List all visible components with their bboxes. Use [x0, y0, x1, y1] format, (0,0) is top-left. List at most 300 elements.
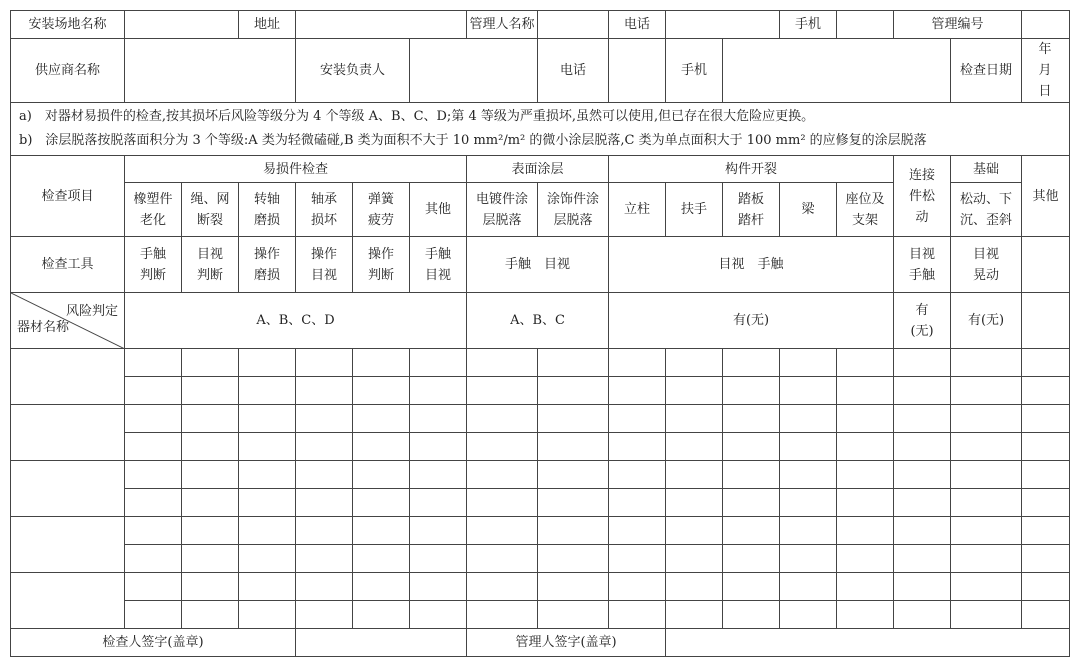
entry-cell[interactable] [951, 489, 1022, 517]
entry-cell[interactable] [538, 517, 609, 545]
inspection-table [10, 10, 1070, 657]
tool-text: 磨损 [253, 267, 280, 283]
risk-foundation: 有(无) [951, 293, 1022, 349]
entry-cell[interactable] [125, 349, 182, 377]
manager-sign-value[interactable] [666, 629, 1070, 657]
entry-cell[interactable] [467, 433, 538, 461]
risk-text: 有 [915, 302, 929, 318]
sub-text: 踏板 [738, 191, 765, 207]
entry-cell[interactable] [723, 489, 780, 517]
entry-cell[interactable] [666, 461, 723, 489]
tool-text: 判断 [196, 267, 223, 283]
entry-cell[interactable] [296, 405, 353, 433]
sub-rope [182, 183, 239, 237]
entry-rows [11, 349, 1070, 629]
entry-cell[interactable] [182, 433, 239, 461]
entry-cell[interactable] [609, 517, 666, 545]
manage-no-label: 管理编号 [894, 11, 1022, 39]
risk-row [11, 293, 1070, 349]
risk-wear: A、B、C、D [125, 293, 467, 349]
equipment-name-cell[interactable] [11, 461, 125, 517]
entry-cell[interactable] [951, 461, 1022, 489]
entry-cell[interactable] [467, 573, 538, 601]
sub-text: 转轴 [253, 191, 280, 207]
entry-cell[interactable] [780, 349, 837, 377]
entry-cell[interactable] [182, 573, 239, 601]
sub-pedal [723, 183, 780, 237]
manager-name-value[interactable] [538, 11, 609, 39]
risk-other [1022, 293, 1070, 349]
sub-painted [538, 183, 609, 237]
note-b: b) 涂层脱落按脱落面积分为 3 个等级:A 类为轻微磕碰,B 类为面积不大于 10 mm²/m² 的微小涂层脱落,C 类为单点面积大于 100 mm² 的应修复的涂层脱落 [19, 133, 927, 148]
tool-text: 操作 [310, 246, 337, 262]
entry-cell[interactable] [951, 377, 1022, 405]
sub-text: 座位及 [845, 191, 885, 207]
tool-text: 手触 [139, 246, 166, 262]
entry-cell[interactable] [467, 405, 538, 433]
tool-cell [182, 237, 239, 293]
entry-cell[interactable] [780, 601, 837, 629]
sub-text: 疲劳 [367, 212, 394, 228]
entry-cell[interactable] [1022, 349, 1070, 377]
entry-cell[interactable] [609, 349, 666, 377]
entry-cell[interactable] [951, 573, 1022, 601]
tool-crack: 目视 手触 [609, 237, 894, 293]
entry-cell[interactable] [538, 489, 609, 517]
entry-cell[interactable] [125, 377, 182, 405]
entry-cell[interactable] [125, 405, 182, 433]
sub-text: 踏杆 [738, 212, 765, 228]
entry-cell[interactable] [296, 377, 353, 405]
entry-cell[interactable] [666, 349, 723, 377]
sub-text: 层脱落 [482, 212, 522, 228]
entry-cell[interactable] [1022, 405, 1070, 433]
entry-cell[interactable] [182, 545, 239, 573]
entry-cell[interactable] [353, 601, 410, 629]
entry-cell[interactable] [182, 461, 239, 489]
tool-text: 晃动 [973, 267, 1000, 283]
entry-row [11, 601, 1070, 629]
entry-cell[interactable] [353, 545, 410, 573]
entry-cell[interactable] [125, 461, 182, 489]
manager-name-label: 管理人名称 [467, 11, 538, 39]
entry-cell[interactable] [353, 405, 410, 433]
entry-cell[interactable] [1022, 377, 1070, 405]
entry-cell[interactable] [666, 517, 723, 545]
sub-rubber [125, 183, 182, 237]
tool-connector [894, 237, 951, 293]
tool-cell [353, 237, 410, 293]
tool-text: 操作 [253, 246, 280, 262]
entry-cell[interactable] [353, 433, 410, 461]
entry-cell[interactable] [296, 489, 353, 517]
entry-cell[interactable] [951, 517, 1022, 545]
sub-text: 绳、网 [190, 191, 230, 207]
entry-cell[interactable] [780, 377, 837, 405]
entry-cell[interactable] [467, 545, 538, 573]
entry-cell[interactable] [837, 405, 894, 433]
sub-text: 损坏 [310, 212, 337, 228]
phone-value-2[interactable] [609, 39, 666, 103]
entry-cell[interactable] [837, 349, 894, 377]
entry-cell[interactable] [538, 405, 609, 433]
entry-cell[interactable] [239, 545, 296, 573]
sub-foundation [951, 183, 1022, 237]
tool-cell [125, 237, 182, 293]
entry-cell[interactable] [837, 517, 894, 545]
sub-handrail [666, 183, 723, 237]
sub-text: 松动、下 [960, 191, 1013, 207]
equipment-name-cell[interactable] [11, 405, 125, 461]
entry-cell[interactable] [125, 517, 182, 545]
entry-cell[interactable] [182, 405, 239, 433]
entry-cell[interactable] [538, 601, 609, 629]
manager-sign-label: 管理人签字(盖章) [467, 629, 666, 657]
tool-text: 目视 [310, 267, 337, 283]
entry-cell[interactable] [894, 377, 951, 405]
entry-cell[interactable] [239, 573, 296, 601]
entry-cell[interactable] [1022, 517, 1070, 545]
sub-text: 涂饰件涂 [547, 191, 600, 207]
entry-cell[interactable] [951, 601, 1022, 629]
entry-cell[interactable] [723, 601, 780, 629]
sub-text: 层脱落 [553, 212, 593, 228]
entry-row [11, 545, 1070, 573]
entry-cell[interactable] [182, 601, 239, 629]
entry-cell[interactable] [1022, 489, 1070, 517]
sub-text: 橡塑件 [133, 191, 173, 207]
entry-cell[interactable] [182, 349, 239, 377]
sub-text: 电镀件涂 [476, 191, 529, 207]
entry-cell[interactable] [239, 489, 296, 517]
entry-cell[interactable] [723, 377, 780, 405]
tool-text: 目视 [909, 246, 936, 262]
surface-coating-header: 表面涂层 [467, 156, 609, 183]
tool-text: 判断 [367, 267, 394, 283]
entry-cell[interactable] [723, 545, 780, 573]
entry-cell[interactable] [723, 405, 780, 433]
entry-cell[interactable] [780, 489, 837, 517]
entry-cell[interactable] [780, 461, 837, 489]
entry-cell[interactable] [723, 517, 780, 545]
install-resp-label: 安装负责人 [296, 39, 410, 103]
entry-cell[interactable] [666, 405, 723, 433]
entry-cell[interactable] [837, 377, 894, 405]
header-row-1 [11, 11, 1070, 39]
entry-cell[interactable] [467, 517, 538, 545]
entry-cell[interactable] [1022, 433, 1070, 461]
install-site-label: 安装场地名称 [11, 11, 125, 39]
risk-text: (无) [910, 323, 934, 339]
entry-cell[interactable] [894, 545, 951, 573]
entry-cell[interactable] [837, 601, 894, 629]
entry-cell[interactable] [467, 349, 538, 377]
entry-cell[interactable] [239, 405, 296, 433]
address-value[interactable] [296, 11, 467, 39]
mobile-value-2[interactable] [723, 39, 951, 103]
entry-cell[interactable] [353, 377, 410, 405]
foundation-header: 基础 [951, 156, 1022, 183]
other-header: 其他 [1022, 156, 1070, 237]
entry-row [11, 349, 1070, 377]
entry-cell[interactable] [353, 461, 410, 489]
sub-text: 弹簧 [367, 191, 394, 207]
entry-cell[interactable] [666, 489, 723, 517]
check-item-label: 检查项目 [11, 156, 125, 237]
entry-cell[interactable] [410, 601, 467, 629]
entry-cell[interactable] [296, 545, 353, 573]
entry-cell[interactable] [239, 517, 296, 545]
entry-cell[interactable] [723, 461, 780, 489]
entry-cell[interactable] [239, 433, 296, 461]
entry-cell[interactable] [538, 349, 609, 377]
entry-cell[interactable] [609, 573, 666, 601]
entry-cell[interactable] [609, 601, 666, 629]
entry-cell[interactable] [780, 433, 837, 461]
entry-cell[interactable] [125, 545, 182, 573]
entry-cell[interactable] [410, 573, 467, 601]
entry-cell[interactable] [239, 461, 296, 489]
sub-text: 其他 [425, 202, 452, 217]
entry-cell[interactable] [182, 517, 239, 545]
group-header-row [11, 156, 1070, 183]
inspection-form [10, 10, 1069, 657]
entry-cell[interactable] [239, 349, 296, 377]
tool-other [1022, 237, 1070, 293]
sub-text: 老化 [139, 212, 166, 228]
entry-cell[interactable] [609, 489, 666, 517]
check-date-value[interactable]: 年 月 日 [1022, 39, 1070, 103]
entry-cell[interactable] [951, 545, 1022, 573]
entry-cell[interactable] [723, 349, 780, 377]
entry-cell[interactable] [125, 573, 182, 601]
entry-cell[interactable] [296, 461, 353, 489]
sub-text: 梁 [801, 202, 815, 217]
tool-coating: 手触 目视 [467, 237, 609, 293]
sub-bearing [296, 183, 353, 237]
mobile-value[interactable] [837, 11, 894, 39]
tool-cell [239, 237, 296, 293]
entry-row [11, 433, 1070, 461]
manage-no-value[interactable] [1022, 11, 1070, 39]
tool-text: 目视 [196, 246, 223, 262]
entry-cell[interactable] [538, 377, 609, 405]
phone-value[interactable] [666, 11, 780, 39]
entry-cell[interactable] [1022, 601, 1070, 629]
sub-spring [353, 183, 410, 237]
entry-cell[interactable] [837, 545, 894, 573]
entry-cell[interactable] [894, 461, 951, 489]
entry-cell[interactable] [609, 377, 666, 405]
mobile-label-2: 手机 [666, 39, 723, 103]
sub-text: 轴承 [310, 191, 337, 207]
inspector-sign-value[interactable] [296, 629, 467, 657]
entry-cell[interactable] [837, 433, 894, 461]
entry-cell[interactable] [894, 601, 951, 629]
note-a: a) 对器材易损件的检查,按其损坏后风险等级分为 4 个等级 A、B、C、D;第 4 等级为严重损坏,虽然可以使用,但已存在很大危险应更换。 [19, 109, 815, 124]
entry-cell[interactable] [538, 573, 609, 601]
tool-text: 手触 [425, 246, 452, 262]
entry-cell[interactable] [467, 461, 538, 489]
entry-cell[interactable] [467, 489, 538, 517]
equipment-name-cell[interactable] [11, 517, 125, 573]
entry-cell[interactable] [666, 433, 723, 461]
entry-cell[interactable] [723, 573, 780, 601]
tool-foundation [951, 237, 1022, 293]
tool-text: 手触 [909, 267, 936, 283]
entry-cell[interactable] [894, 349, 951, 377]
entry-cell[interactable] [538, 461, 609, 489]
risk-corner-cell [11, 293, 125, 349]
entry-cell[interactable] [538, 545, 609, 573]
equipment-name-cell[interactable] [11, 573, 125, 629]
sub-text: 沉、歪斜 [960, 212, 1013, 228]
entry-cell[interactable] [410, 545, 467, 573]
entry-cell[interactable] [609, 433, 666, 461]
entry-cell[interactable] [780, 517, 837, 545]
phone-label: 电话 [609, 11, 666, 39]
entry-cell[interactable] [837, 461, 894, 489]
entry-cell[interactable] [780, 405, 837, 433]
entry-cell[interactable] [894, 405, 951, 433]
signature-row [11, 629, 1070, 657]
entry-cell[interactable] [296, 573, 353, 601]
address-label: 地址 [239, 11, 296, 39]
entry-cell[interactable] [837, 489, 894, 517]
entry-cell[interactable] [609, 545, 666, 573]
install-site-value[interactable] [125, 11, 239, 39]
tool-text: 目视 [425, 267, 452, 283]
entry-cell[interactable] [894, 517, 951, 545]
tool-text: 操作 [367, 246, 394, 262]
check-date-label: 检查日期 [951, 39, 1022, 103]
entry-cell[interactable] [666, 573, 723, 601]
entry-cell[interactable] [410, 517, 467, 545]
entry-cell[interactable] [1022, 461, 1070, 489]
entry-cell[interactable] [951, 433, 1022, 461]
entry-cell[interactable] [894, 573, 951, 601]
entry-cell[interactable] [723, 433, 780, 461]
entry-cell[interactable] [296, 433, 353, 461]
wear-parts-header: 易损件检查 [125, 156, 467, 183]
entry-cell[interactable] [182, 377, 239, 405]
entry-cell[interactable] [410, 377, 467, 405]
entry-row [11, 489, 1070, 517]
entry-cell[interactable] [467, 601, 538, 629]
install-resp-value[interactable] [410, 39, 538, 103]
tool-text: 判断 [139, 267, 166, 283]
connector-line-2: 件松 [909, 188, 936, 204]
entry-cell[interactable] [353, 573, 410, 601]
entry-cell[interactable] [410, 433, 467, 461]
risk-crack: 有(无) [609, 293, 894, 349]
entry-cell[interactable] [538, 433, 609, 461]
entry-cell[interactable] [609, 405, 666, 433]
entry-cell[interactable] [837, 573, 894, 601]
entry-cell[interactable] [666, 601, 723, 629]
risk-corner-bottom: 器材名称 [17, 320, 70, 335]
entry-cell[interactable] [125, 601, 182, 629]
sub-text: 立柱 [624, 202, 651, 217]
header-row-2 [11, 39, 1070, 103]
member-crack-header: 构件开裂 [609, 156, 894, 183]
sub-text: 扶手 [681, 202, 708, 217]
entry-cell[interactable] [780, 573, 837, 601]
entry-cell[interactable] [410, 405, 467, 433]
sub-beam [780, 183, 837, 237]
entry-cell[interactable] [296, 349, 353, 377]
sub-wear-other [410, 183, 467, 237]
supplier-label: 供应商名称 [11, 39, 125, 103]
entry-cell[interactable] [609, 461, 666, 489]
tool-text: 目视 [973, 246, 1000, 262]
inspector-sign-label: 检查人签字(盖章) [11, 629, 296, 657]
risk-coating: A、B、C [467, 293, 609, 349]
tool-cell [410, 237, 467, 293]
entry-row [11, 405, 1070, 433]
sub-text: 支架 [852, 212, 879, 228]
tools-label: 检查工具 [11, 237, 125, 293]
entry-row [11, 461, 1070, 489]
connector-loose-header [894, 156, 951, 237]
entry-cell[interactable] [296, 601, 353, 629]
entry-cell[interactable] [894, 489, 951, 517]
sub-text: 断裂 [196, 212, 223, 228]
entry-cell[interactable] [239, 377, 296, 405]
entry-row [11, 377, 1070, 405]
notes-row [11, 103, 1070, 156]
entry-cell[interactable] [239, 601, 296, 629]
entry-cell[interactable] [666, 545, 723, 573]
entry-cell[interactable] [410, 349, 467, 377]
entry-cell[interactable] [296, 517, 353, 545]
risk-corner-top: 风险判定 [65, 304, 118, 319]
sub-text: 磨损 [253, 212, 280, 228]
entry-cell[interactable] [666, 377, 723, 405]
entry-cell[interactable] [951, 349, 1022, 377]
entry-cell[interactable] [1022, 573, 1070, 601]
risk-connector [894, 293, 951, 349]
entry-cell[interactable] [182, 489, 239, 517]
entry-row [11, 517, 1070, 545]
entry-cell[interactable] [125, 489, 182, 517]
entry-cell[interactable] [410, 461, 467, 489]
sub-shaft [239, 183, 296, 237]
connector-line-1: 连接 [909, 167, 936, 183]
mobile-label: 手机 [780, 11, 837, 39]
entry-cell[interactable] [410, 489, 467, 517]
entry-cell[interactable] [353, 349, 410, 377]
entry-cell[interactable] [1022, 545, 1070, 573]
entry-cell[interactable] [125, 433, 182, 461]
phone-label-2: 电话 [538, 39, 609, 103]
entry-cell[interactable] [780, 545, 837, 573]
sub-column [609, 183, 666, 237]
connector-line-3: 动 [915, 209, 929, 225]
entry-cell[interactable] [353, 517, 410, 545]
notes-cell [11, 103, 1070, 156]
sub-plated [467, 183, 538, 237]
entry-cell[interactable] [467, 377, 538, 405]
equipment-name-cell[interactable] [11, 349, 125, 405]
tool-cell [296, 237, 353, 293]
entry-cell[interactable] [894, 433, 951, 461]
entry-cell[interactable] [951, 405, 1022, 433]
supplier-value[interactable] [125, 39, 296, 103]
tools-row [11, 237, 1070, 293]
entry-cell[interactable] [353, 489, 410, 517]
entry-row [11, 573, 1070, 601]
